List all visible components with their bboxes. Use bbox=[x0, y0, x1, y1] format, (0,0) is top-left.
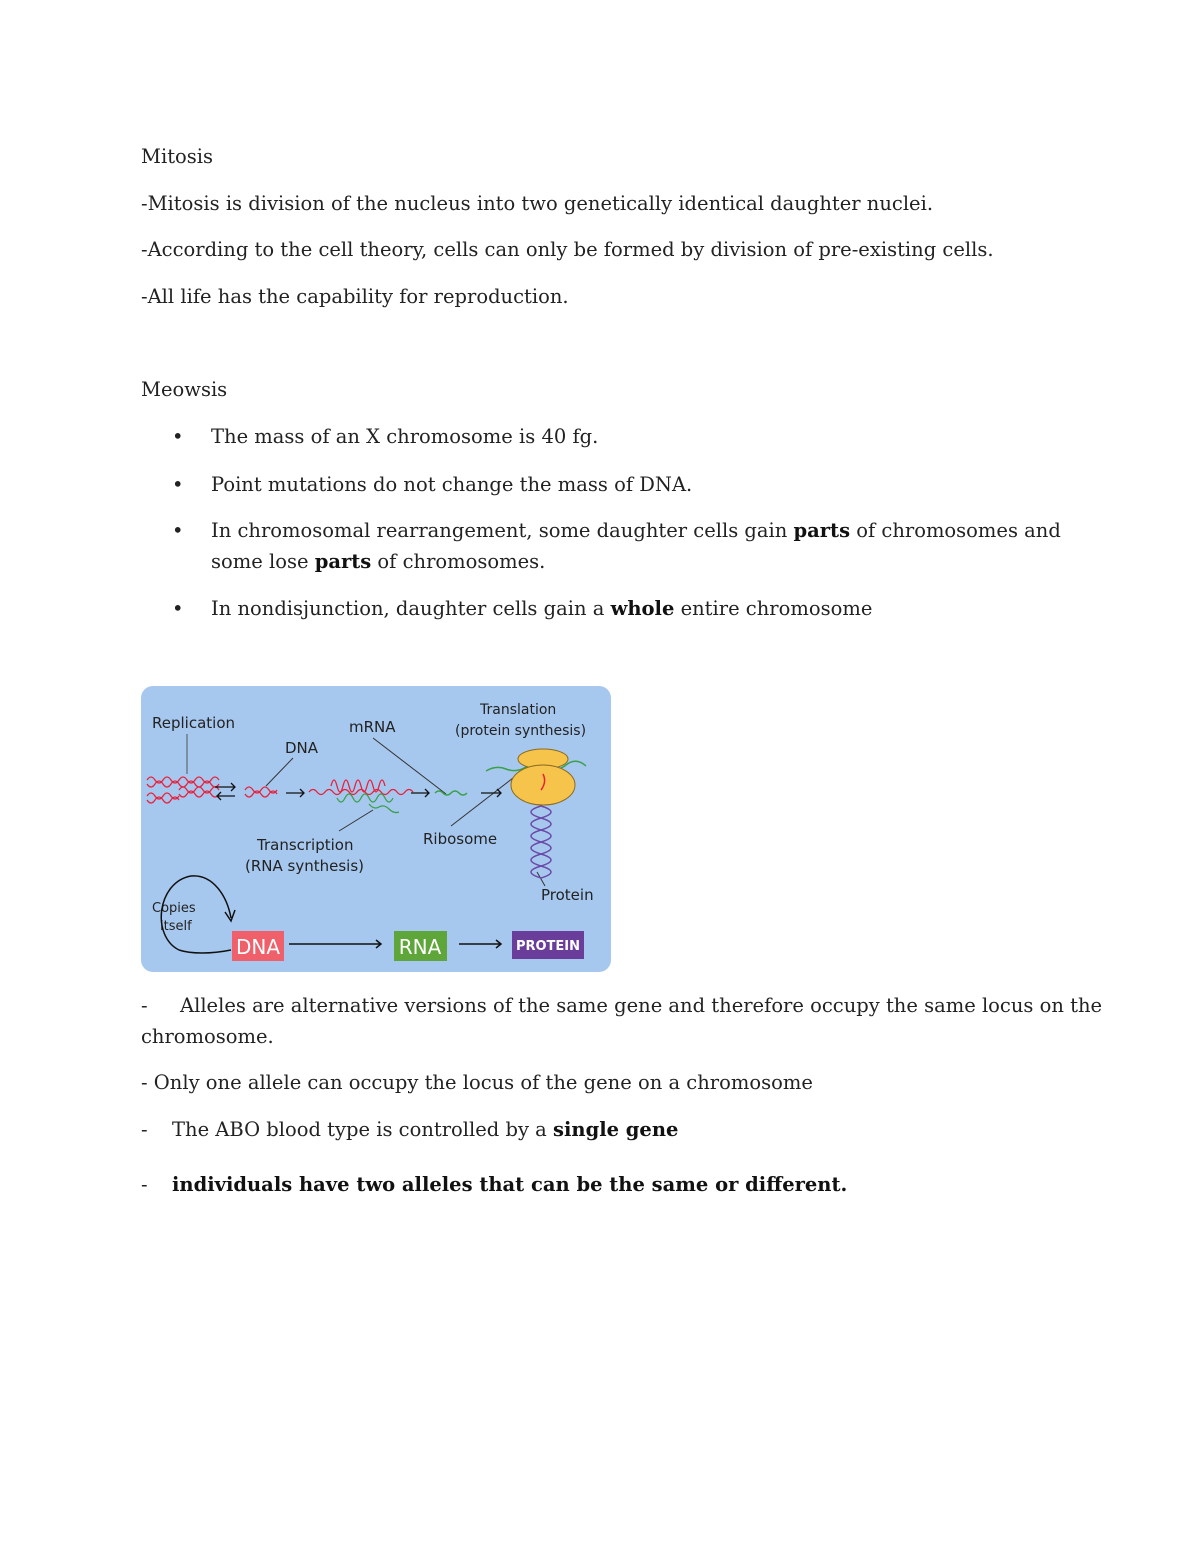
rna-synthesis-label: (RNA synthesis) bbox=[245, 857, 364, 875]
meowsis-bullet-3: In chromosomal rearrangement, some daughter cells gain parts of chromosomes and some lose parts of chromosomes. bbox=[211, 519, 1061, 573]
bullet-dot: • bbox=[172, 473, 184, 496]
allele-dash-1: - bbox=[141, 994, 148, 1017]
dna-label: DNA bbox=[285, 739, 319, 757]
copies-label: Copies bbox=[152, 901, 196, 916]
allele-dash-3: - bbox=[141, 1118, 148, 1141]
meowsis-bullet-1: The mass of an X chromosome is 40 fg. bbox=[211, 425, 599, 448]
protein-synthesis-label: (protein synthesis) bbox=[455, 723, 587, 739]
meowsis-bullet-2: Point mutations do not change the mass of DNA. bbox=[211, 473, 693, 496]
allele-line-2: - Only one allele can occupy the locus of the gene on a chromosome bbox=[141, 1071, 813, 1094]
meowsis-heading: Meowsis bbox=[141, 378, 228, 401]
protein-label: Protein bbox=[541, 886, 594, 904]
allele-line-1-cont: chromosome. bbox=[141, 1025, 274, 1048]
ribosome-label: Ribosome bbox=[423, 830, 498, 848]
allele-dash-4: - bbox=[141, 1173, 148, 1196]
allele-line-3: The ABO blood type is controlled by a single gene bbox=[172, 1118, 679, 1141]
protein-box-label: PROTEIN bbox=[515, 939, 581, 954]
bullet-dot: • bbox=[172, 425, 184, 448]
rna-box-label: RNA bbox=[398, 935, 442, 959]
mrna-label: mRNA bbox=[349, 718, 396, 736]
translation-label: Translation bbox=[480, 702, 557, 718]
transcription-label: Transcription bbox=[257, 836, 354, 854]
dna-box-label: DNA bbox=[235, 935, 281, 959]
meowsis-bullet-4: In nondisjunction, daughter cells gain a whole entire chromosome bbox=[211, 597, 873, 620]
mitosis-line-2: -According to the cell theory, cells can only be formed by division of pre-existing cells. bbox=[141, 238, 994, 261]
itself-label: itself bbox=[160, 919, 192, 934]
allele-line-4: individuals have two alleles that can be the same or different. bbox=[172, 1173, 848, 1196]
central-dogma-diagram bbox=[141, 686, 611, 972]
bullet-dot: • bbox=[172, 519, 184, 542]
bullet-dot: • bbox=[172, 597, 184, 620]
mitosis-line-3: -All life has the capability for reproduction. bbox=[141, 285, 569, 308]
replication-label: Replication bbox=[152, 714, 236, 732]
mitosis-heading: Mitosis bbox=[141, 145, 214, 168]
allele-line-1: Alleles are alternative versions of the same gene and therefore occupy the same locus on the bbox=[180, 994, 1103, 1017]
mitosis-line-1: -Mitosis is division of the nucleus into two genetically identical daughter nuclei. bbox=[141, 192, 934, 215]
